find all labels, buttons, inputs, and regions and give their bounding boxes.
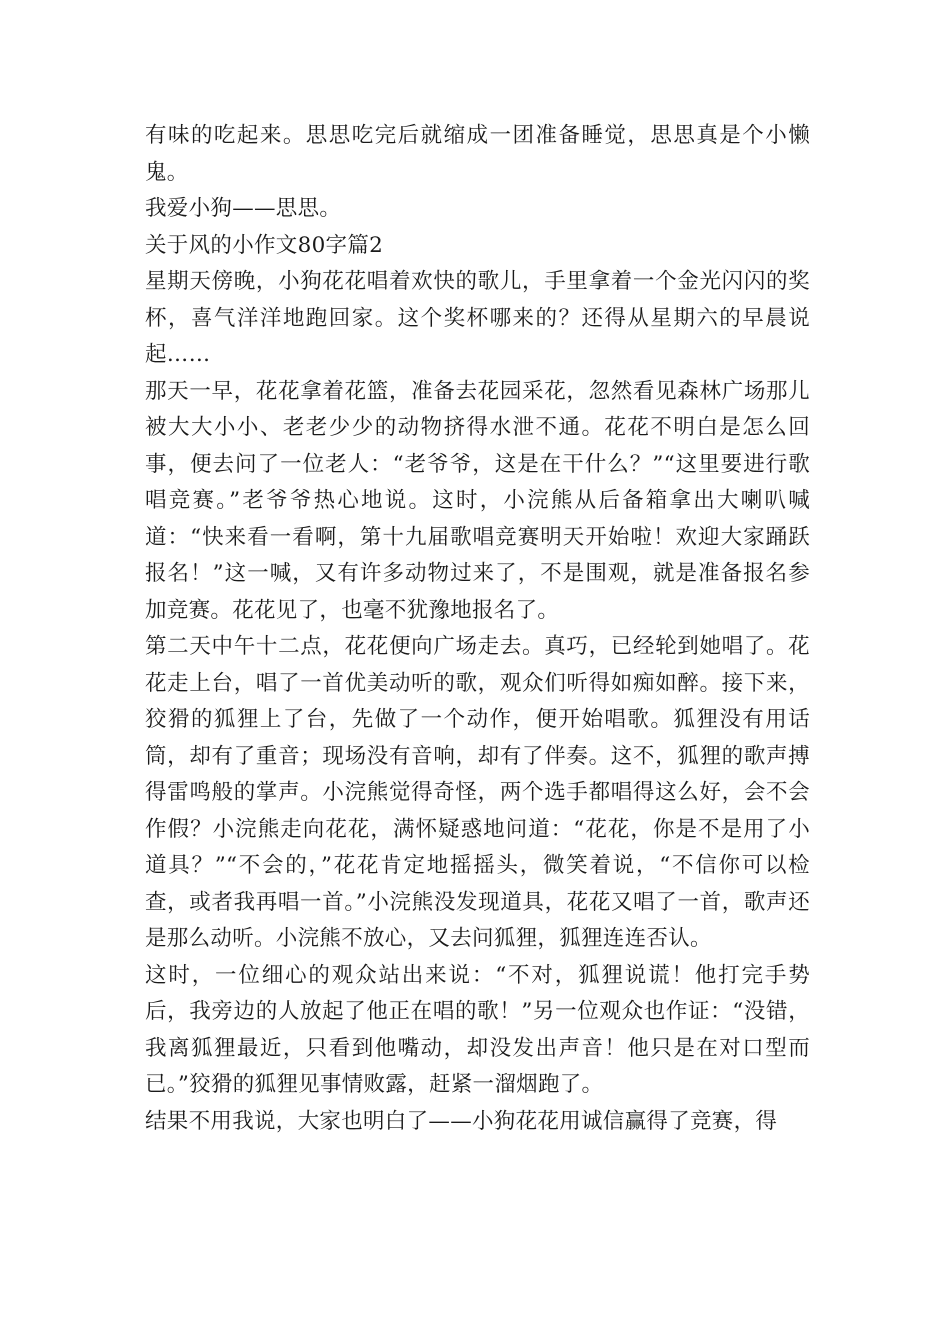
paragraph: 这时，一位细心的观众站出来说：“不对，狐狸说谎！他打完手势后，我旁边的人放起了他正在唱的歌！”另一位观众也作证：“没错，我离狐狸最近，只看到他嘴动，却没发出声音！他只是在对口型而已。”狡猾的狐狸见事情败露，赶紧一溜烟跑了。 <box>145 962 810 1097</box>
section-heading: 关于风的小作文80字篇2 <box>145 232 384 258</box>
paragraph: 结果不用我说，大家也明白了——小狗花花用诚信赢得了竞赛，得 <box>145 1108 778 1134</box>
paragraph: 那天一早，花花拿着花篮，准备去花园采花，忽然看见森林广场那儿被大大小小、老老少少的动物挤得水泄不通。花花不明白是怎么回事，便去问了一位老人：“老爷爷，这是在干什么？”“这里要进行歌唱竞赛。”老爷爷热心地说。这时，小浣熊从后备箱拿出大喇叭喊道：“快来看一看啊，第十九届歌唱竞赛明天开始啦！欢迎大家踊跃报名！”这一喊，又有许多动物过来了，不是围观，就是准备报名参加竞赛。花花见了，也毫不犹豫地报名了。 <box>145 378 810 623</box>
document-body <box>145 118 810 1140</box>
paragraph: 我爱小狗——思思。 <box>145 196 342 221</box>
paragraph: 第二天中午十二点，花花便向广场走去。真巧，已经轮到她唱了。花花走上台，唱了一首优美动听的歌，观众们听得如痴如醉。接下来，狡猾的狐狸上了台，先做了一个动作，便开始唱歌。狐狸没有用话筒，却有了重音；现场没有音响，却有了伴奏。这不，狐狸的歌声搏得雷鸣般的掌声。小浣熊觉得奇怪，两个选手都唱得这么好，会不会作假？小浣熊走向花花，满怀疑惑地问道：“花花，你是不是用了小道具？”“不会的，”花花肯定地摇摇头，微笑着说，“不信你可以检查，或者我再唱一首。”小浣熊没发现道具，花花又唱了一首，歌声还是那么动听。小浣熊不放心，又去问狐狸，狐狸连连否认。 <box>145 634 810 951</box>
paragraph: 星期天傍晚，小狗花花唱着欢快的歌儿，手里拿着一个金光闪闪的奖杯，喜气洋洋地跑回家。这个奖杯哪来的？还得从星期六的早晨说起…… <box>145 269 810 367</box>
paragraph: 有味的吃起来。思思吃完后就缩成一团准备睡觉，思思真是个小懒鬼。 <box>145 123 810 185</box>
